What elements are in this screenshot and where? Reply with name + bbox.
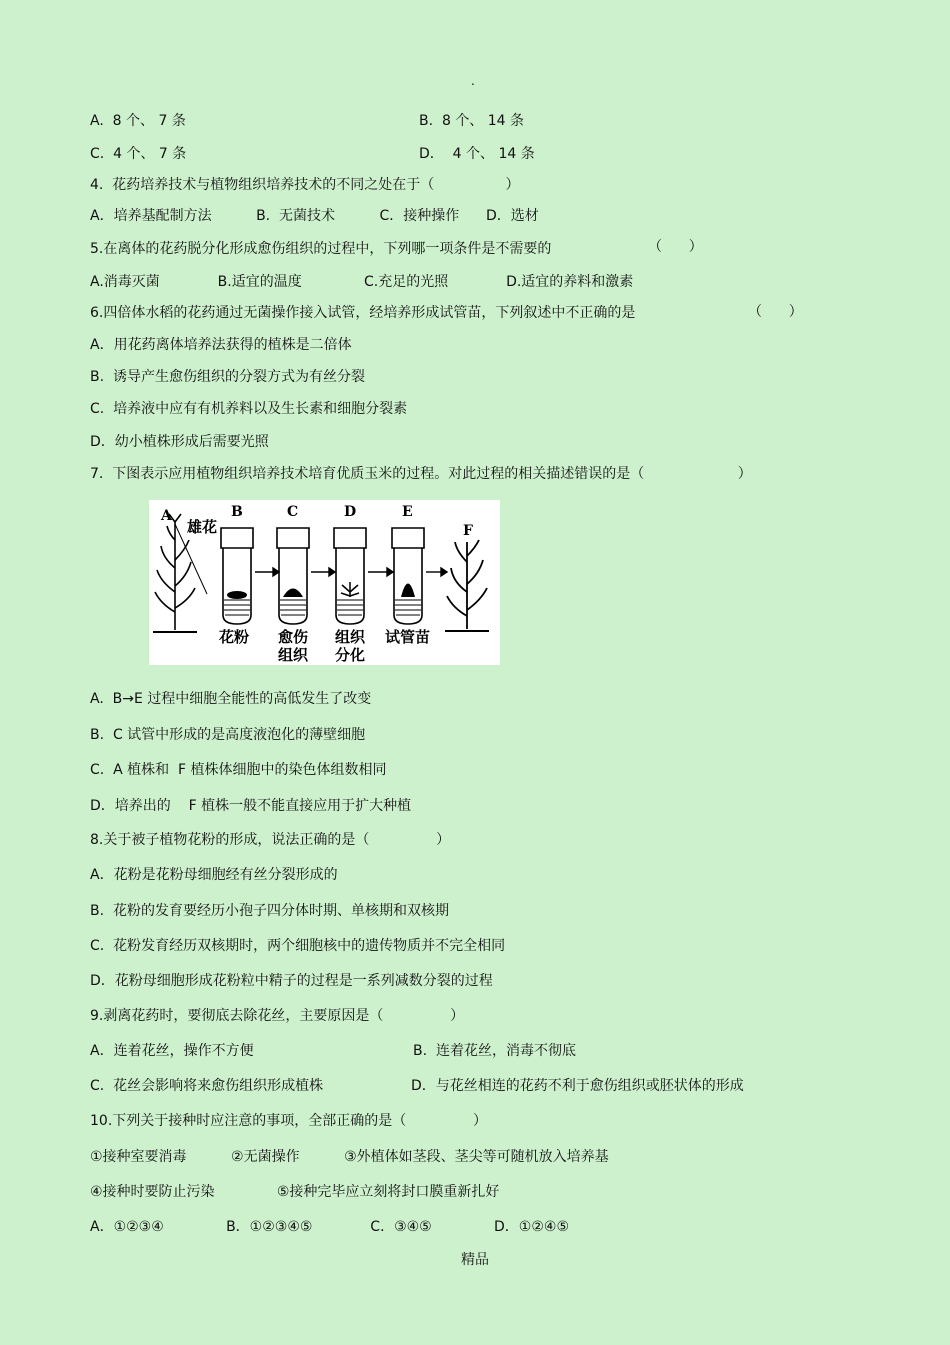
- label-e: E: [402, 504, 413, 520]
- q6-option-a: A．用花药离体培养法获得的植株是二倍体: [90, 337, 352, 353]
- q6-option-b: B. 诱导产生愈伤组织的分裂方式为有丝分裂: [90, 369, 365, 385]
- q7-option-a: A. B→E 过程中细胞全能性的高低发生了改变: [90, 691, 372, 707]
- q10-stem: 10.下列关于接种时应注意的事项，全部正确的是（ ）: [90, 1113, 488, 1129]
- q3-option-a: A. 8 个、 7 条: [90, 113, 186, 129]
- differentiating-tissue: [341, 582, 359, 597]
- plantlet: [401, 584, 415, 598]
- q7-option-d: D．培养出的 F 植株一般不能直接应用于扩大种植: [90, 798, 412, 814]
- q5-options: A.消毒灭菌 B.适宜的温度 C.充足的光照 D.适宜的养料和激素: [90, 274, 634, 290]
- q9-stem: 9.剥离花药时，要彻底去除花丝，主要原因是（ ）: [90, 1008, 465, 1024]
- q3-option-d: D． 4 个、 14 条: [419, 146, 535, 162]
- q6-option-c: C. 培养液中应有有机养料以及生长素和细胞分裂素: [90, 401, 408, 417]
- q4-stem: 4. 花药培养技术与植物组织培养技术的不同之处在于（ ）: [90, 177, 520, 193]
- label-f: F: [463, 523, 473, 539]
- label-male-flower: 雄花: [187, 518, 218, 536]
- corn-culture-figure: [149, 500, 500, 665]
- q6-stem: 6.四倍体水稻的花药通过无菌操作接入试管，经培养形成试管苗，下列叙述中不正确的是: [90, 305, 636, 321]
- q8-option-c: C. 花粉发育经历双核期时，两个细胞核中的遗传物质并不完全相同: [90, 938, 506, 954]
- label-diff-1: 组织: [335, 628, 366, 646]
- label-d: D: [344, 504, 357, 520]
- q7-option-c: C. A 植株和 F 植株体细胞中的染色体组数相同: [90, 762, 387, 778]
- q6-option-d: D．幼小植株形成后需要光照: [90, 434, 269, 450]
- label-plantlet: 试管苗: [385, 628, 431, 646]
- q10-options: A．①②③④ B．①②③④⑤ C．③④⑤ D．①②④⑤: [90, 1219, 570, 1235]
- footer-label: 精品: [461, 1252, 489, 1268]
- corn-plant-f: [447, 540, 487, 629]
- q9-option-b: B. 连着花丝，消毒不彻底: [413, 1043, 576, 1059]
- q5-answer-paren: （ ）: [648, 239, 703, 255]
- label-diff-2: 分化: [335, 646, 366, 664]
- q3-option-c: C. 4 个、 7 条: [90, 146, 187, 162]
- q7-option-b: B. C 试管中形成的是高度液泡化的薄壁细胞: [90, 727, 366, 743]
- q5-stem: 5.在离体的花药脱分化形成愈伤组织的过程中，下列哪一项条件是不需要的: [90, 241, 552, 257]
- q4-options: A．培养基配制方法 B. 无菌技术 C．接种操作 D．选材: [90, 208, 539, 224]
- q8-stem: 8.关于被子植物花粉的形成，说法正确的是（ ）: [90, 832, 451, 848]
- q9-option-a: A．连着花丝，操作不方便: [90, 1043, 254, 1059]
- q7-stem: 7. 下图表示应用植物组织培养技术培育优质玉米的过程。对此过程的相关描述错误的是（ ）: [90, 466, 752, 482]
- q9-option-c: C. 花丝会影响将来愈伤组织形成植株: [90, 1078, 324, 1094]
- q10-items-row2: ④接种时要防止污染 ⑤接种完毕应立刻将封口膜重新扎好: [90, 1184, 500, 1200]
- q8-option-d: D．花粉母细胞形成花粉粒中精子的过程是一系列减数分裂的过程: [90, 973, 493, 989]
- callus-mass: [283, 589, 303, 598]
- label-c: C: [287, 504, 299, 520]
- label-callus-2: 组织: [278, 646, 309, 664]
- q10-items-row1: ①接种室要消毒 ②无菌操作 ③外植体如茎段、茎尖等可随机放入培养基: [90, 1149, 609, 1165]
- q3-option-b: B. 8 个、 14 条: [419, 113, 525, 129]
- q8-option-a: A．花粉是花粉母细胞经有丝分裂形成的: [90, 867, 338, 883]
- q8-option-b: B. 花粉的发育要经历小孢子四分体时期、单核期和双核期: [90, 903, 449, 919]
- q6-answer-paren: （ ）: [748, 304, 803, 320]
- label-a: A: [161, 508, 172, 524]
- pollen-mass: [227, 591, 247, 599]
- label-b: B: [231, 504, 243, 520]
- q9-option-d: D．与花丝相连的花药不利于愈伤组织或胚状体的形成: [411, 1078, 744, 1094]
- label-callus-1: 愈伤: [278, 628, 309, 646]
- label-pollen: 花粉: [219, 628, 250, 646]
- header-dot: .: [471, 74, 475, 88]
